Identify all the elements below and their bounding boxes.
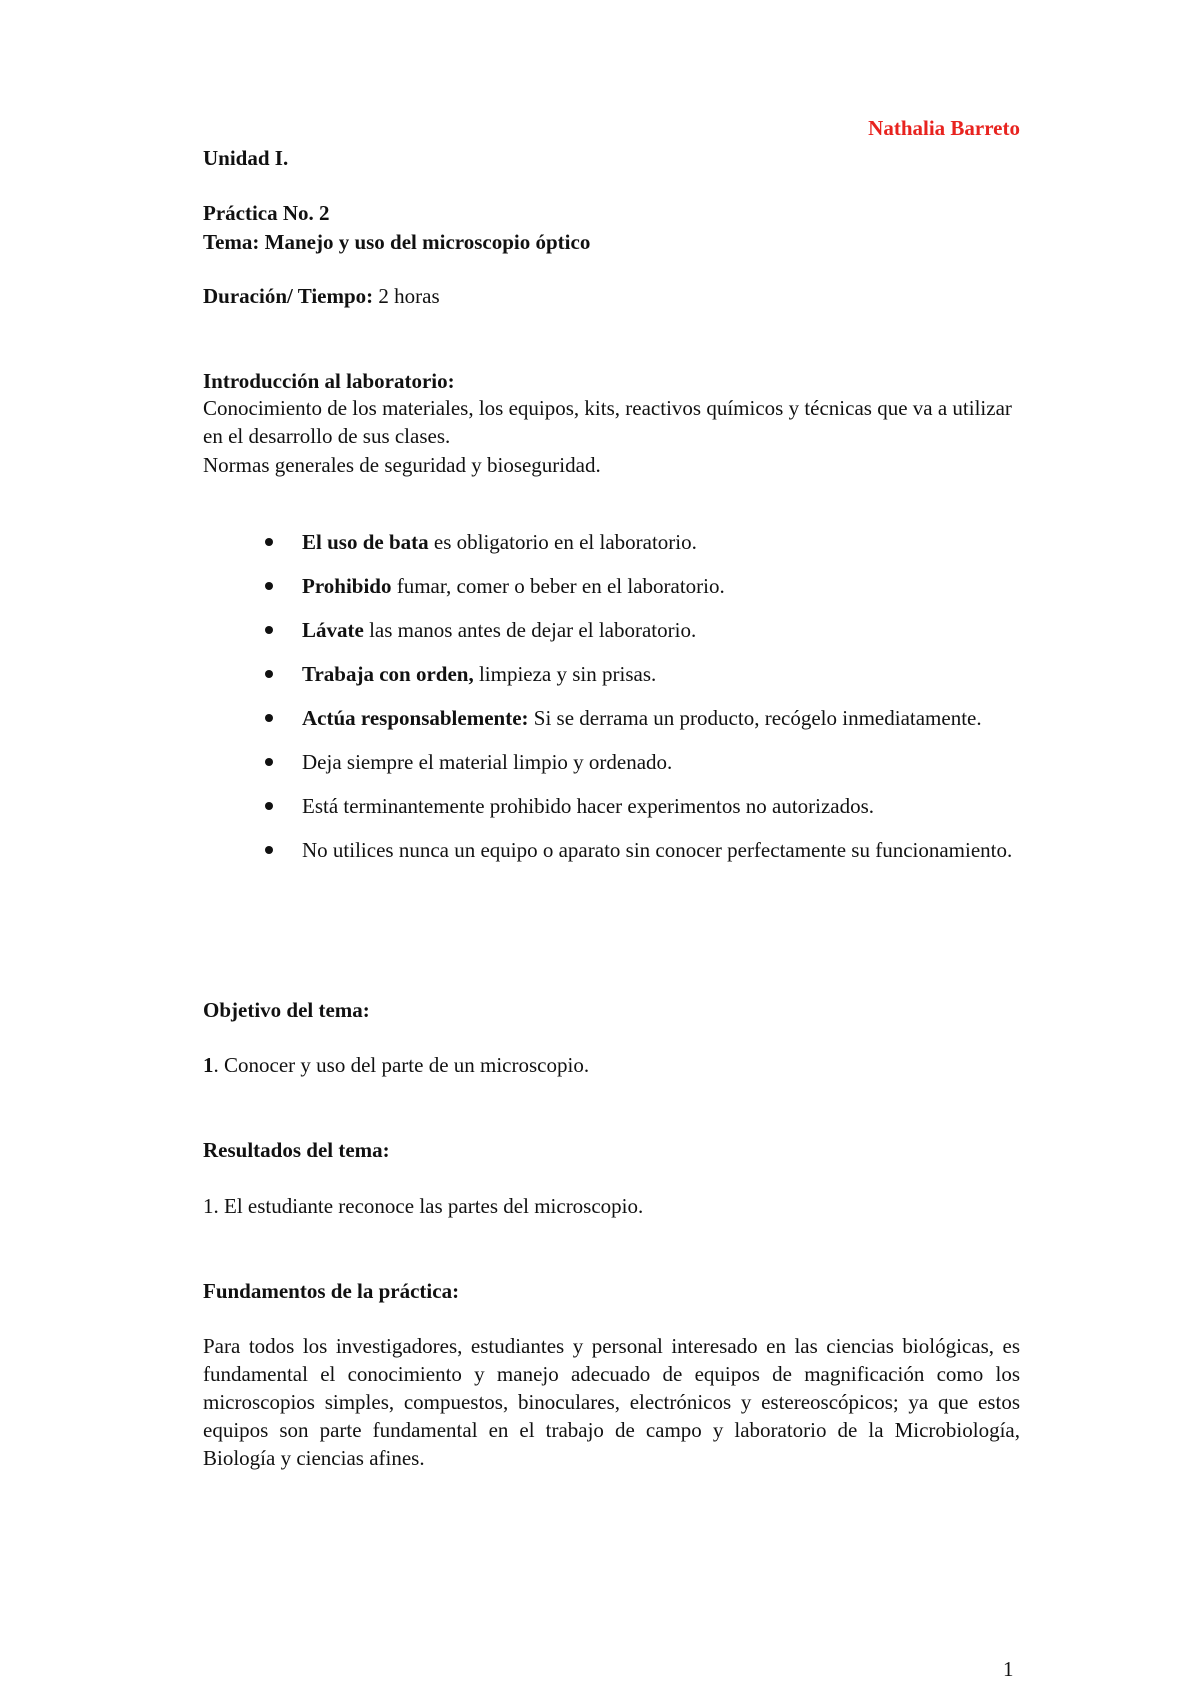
rule-bold: Actúa responsablemente: — [302, 706, 529, 730]
intro-heading: Introducción al laboratorio: — [203, 369, 455, 393]
list-item — [265, 785, 1020, 827]
rule-bold: Lávate — [302, 618, 364, 642]
list-item — [265, 829, 1020, 871]
rule-bold: El uso de bata — [302, 530, 429, 554]
fundamentals-text: Para todos los investigadores, estudiantes y personal interesado en las ciencias biológicas, es fundamental el conocimiento y manejo adecuado de equipos de magnificación como los microscopios simples, compuestos, binoculares, electrónicos y estereoscópicos; ya que estos equipos son parte fundamental en el trabajo de campo y laboratorio de la Microbiología, Biología y ciencias afines. — [203, 1334, 1020, 1470]
list-item — [265, 653, 1020, 695]
objective-text — [203, 1052, 589, 1078]
results-heading: Resultados del tema: — [203, 1138, 390, 1162]
list-item — [265, 521, 1020, 563]
rule-text: es obligatorio en el laboratorio. — [428, 530, 697, 554]
rule-text: Está terminantemente prohibido hacer experimentos no autorizados. — [302, 794, 875, 818]
objective-number: 1 — [203, 1053, 214, 1077]
unit-heading: Unidad I. — [203, 146, 289, 170]
list-item — [265, 565, 1020, 607]
duration-line — [203, 283, 440, 309]
results-text: 1. El estudiante reconoce las partes del microscopio. — [203, 1194, 644, 1218]
bullet-icon — [265, 758, 273, 766]
bullet-icon — [265, 846, 273, 854]
intro-text: Conocimiento de los materiales, los equipos, kits, reactivos químicos y técnicas que va a utilizar en el desarrollo de sus clases. — [203, 396, 1012, 448]
duration-value: 2 horas — [378, 284, 440, 308]
rule-text: las manos antes de dejar el laboratorio. — [363, 618, 697, 642]
topic-label: Tema: — [203, 230, 260, 254]
fundamentals-heading: Fundamentos de la práctica: — [203, 1279, 460, 1303]
bullet-icon — [265, 802, 273, 810]
objective-description: . Conocer y uso del parte de un microscopio. — [213, 1053, 590, 1077]
bullet-icon — [265, 626, 273, 634]
rule-bold: Trabaja con orden, — [302, 662, 474, 686]
author-name: Nathalia Barreto — [868, 116, 1020, 140]
objective-heading: Objetivo del tema: — [203, 998, 370, 1022]
topic-line — [203, 229, 590, 255]
topic-value: Manejo y uso del microscopio óptico — [264, 230, 591, 254]
list-item — [265, 697, 1020, 739]
rule-text: fumar, comer o beber en el laboratorio. — [391, 574, 725, 598]
bullet-icon — [265, 670, 273, 678]
rule-text: limpieza y sin prisas. — [473, 662, 657, 686]
intro-norms: Normas generales de seguridad y bioseguridad. — [203, 453, 601, 477]
safety-rules-list — [265, 521, 1020, 873]
bullet-icon — [265, 582, 273, 590]
list-item — [265, 741, 1020, 783]
rule-text: Si se derrama un producto, recógelo inmediatamente. — [528, 706, 982, 730]
page-number: 1 — [1003, 1657, 1014, 1681]
bullet-icon — [265, 714, 273, 722]
practice-number: Práctica No. 2 — [203, 201, 330, 225]
rule-text: No utilices nunca un equipo o aparato sin conocer perfectamente su funcionamiento. — [302, 838, 1013, 862]
list-item — [265, 609, 1020, 651]
rule-bold: Prohibido — [302, 574, 392, 598]
bullet-icon — [265, 538, 273, 546]
duration-label: Duración/ Tiempo: — [203, 284, 374, 308]
rule-text: Deja siempre el material limpio y ordenado. — [302, 750, 673, 774]
